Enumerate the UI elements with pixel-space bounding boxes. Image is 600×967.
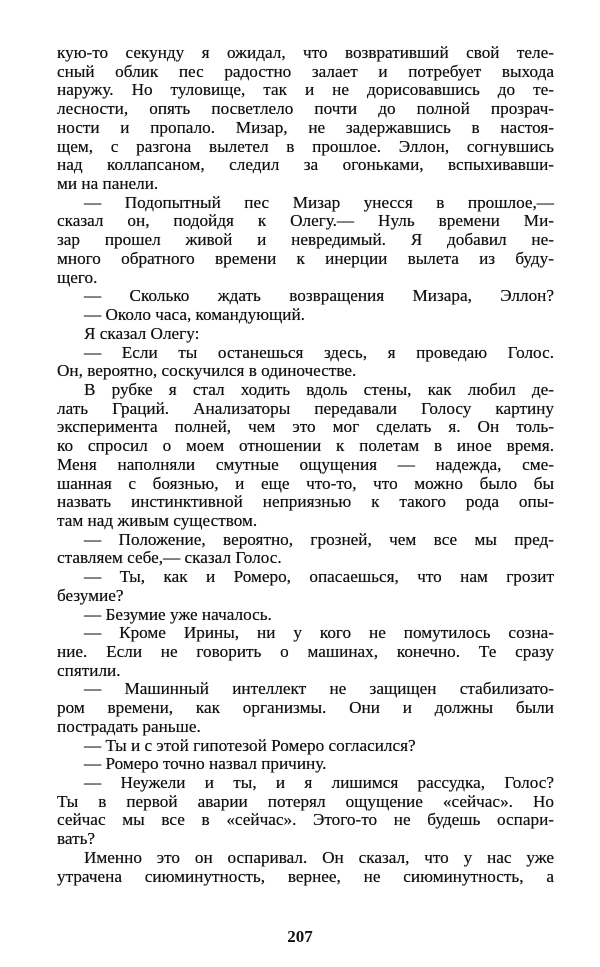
text-line: — Сколько ждать возвращения Мизара, Эллон? [84,286,554,306]
text-line: — Кроме Ирины, ни у кого не помутилось созна- [84,623,554,643]
text-line: Именно это он оспаривал. Он сказал, что у нас уже [84,847,554,867]
text-line: наружу. Но туловище, так и не дорисовавшись до те- [57,80,554,100]
text-line: — Ромеро точно назвал причину. [84,754,327,774]
text-line: — Неужели и ты, и я лишимся рассудка, Голос? [84,773,554,793]
text-line: — Ты, как и Ромеро, опасаешься, что нам грозит [84,567,554,587]
text-line: шанная с боязнью, и еще что-то, что можно было бы [57,473,554,493]
text-line: лесности, опять посветлело почти до полной прозрач- [57,99,554,119]
text-line: — Ты и с этой гипотезой Ромеро согласился? [84,735,416,755]
text-line: ние. Если не говорить о машинах, конечно. Те сразу [57,642,554,661]
text-line: — Безумие уже началось. [84,604,272,624]
text-line: сный облик пес радостно залает и потребует выхода [57,61,554,81]
text-line: Ты в первой аварии потерял ощущение «сейчас». Но [57,791,554,811]
book-page-text [57,44,554,886]
text-line: — Положение, вероятно, грозней, чем все мы пред- [84,529,554,549]
text-line: Меня наполняли смутные ощущения — надежда, сме- [57,454,554,474]
text-line: назвать инстинктивной неприязнью к такого рода опы- [57,492,554,512]
text-line: щем, с разгона вылетел в прошлое. Эллон, согнувшись [57,136,554,156]
text-line: ром времени, как организмы. Они и должны были [57,698,554,718]
text-line: безумие? [57,585,124,605]
text-line: Он, вероятно, соскучился в одиночестве. [57,361,357,381]
text-line: сейчас мы все в «сейчас». Этого-то не будешь оспари- [57,810,554,830]
text-line: Я сказал Олегу: [84,323,200,343]
text-line: над коллапсаном, следил за огоньками, вспыхивавши- [57,155,554,175]
text-line: щего. [57,267,98,287]
text-line: кую-то секунду я ожидал, что возвративший свой теле- [57,43,554,62]
text-line: ко спросил о моем отношении к полетам в иное время. [57,436,554,456]
text-line: В рубке я стал ходить вдоль стены, как любил де- [84,379,554,399]
text-line: спятили. [57,660,121,680]
text-line: пострадать раньше. [57,716,201,736]
page-number: 207 [287,927,313,946]
text-line: много обратного времени к инерции вылета из буду- [57,248,554,268]
text-line: — Около часа, командующий. [84,305,305,325]
text-line: вать? [57,829,96,849]
text-line: эксперимента полней, чем это мог сделать я. Он толь- [57,417,554,437]
text-line: зар прошел живой и невредимый. Я добавил не- [57,230,554,250]
text-line: ставляем себе,— сказал Голос. [57,548,282,568]
text-line: сказал он, подойдя к Олегу.— Нуль времени Ми- [57,211,554,231]
text-line: — Подопытный пес Мизар унесся в прошлое,— [84,192,554,212]
text-line: лать Граций. Анализаторы передавали Голосу картину [57,398,554,418]
text-line: — Если ты останешься здесь, я проведаю Голос. [84,342,554,362]
text-line: утрачена сиюминутность, вернее, не сиюминутность, а [57,866,554,886]
text-line: ности и пропало. Мизар, не задержавшись в настоя- [57,117,554,137]
text-line: ми на панели. [57,174,159,194]
text-line: там над живым существом. [57,510,258,530]
text-line: — Машинный интеллект не защищен стабилизато- [84,679,554,699]
